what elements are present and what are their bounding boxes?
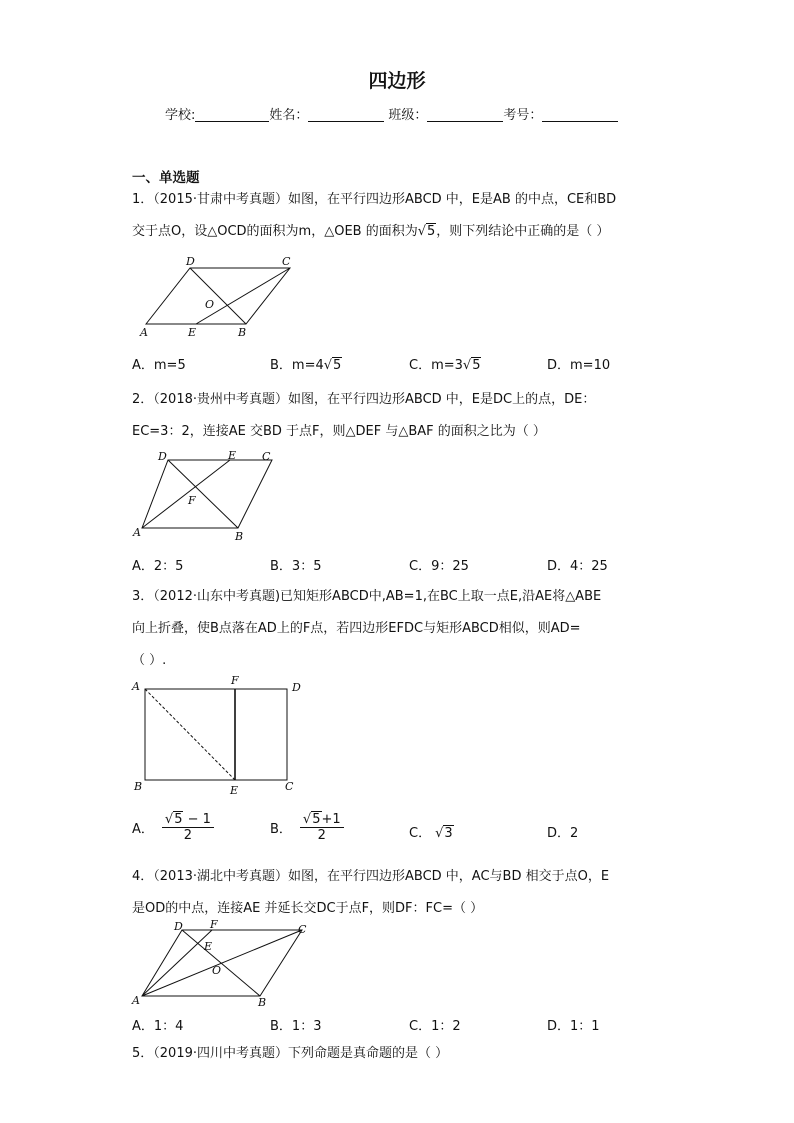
q3-label-d: D xyxy=(292,681,301,694)
figure-q2-parallelogram xyxy=(132,448,278,544)
q3-rectangle xyxy=(145,689,287,780)
q2-parallelogram xyxy=(142,460,272,528)
q4-label-b: B xyxy=(258,996,267,1009)
question-4-line2: 是OD的中点，连接AE 并延长交DC于点F，则DF：FC=（ ） xyxy=(132,901,484,916)
q2-option-c: C．9：25 xyxy=(409,559,469,574)
q3-label-f: F xyxy=(231,674,239,687)
school-blank xyxy=(195,108,269,122)
q2-label-d: D xyxy=(158,450,167,463)
q2-label-e: E xyxy=(228,449,237,462)
number-blank xyxy=(542,108,618,122)
q1-label-d: D xyxy=(186,256,195,268)
student-info-row xyxy=(165,104,635,123)
q3-fold-line-ae xyxy=(145,689,235,780)
q2-label-a: A xyxy=(133,526,141,539)
q1-label-c: C xyxy=(282,256,291,268)
q4-label-e: E xyxy=(204,940,213,953)
q2-label-c: C xyxy=(262,450,271,463)
section-title: 一、单选题 xyxy=(132,170,200,186)
question-5-line1: 5．（2019·四川中考真题）下列命题是真命题的是（ ） xyxy=(132,1046,449,1061)
q3-label-b: B xyxy=(134,780,143,793)
q4-option-b: B．1：3 xyxy=(270,1019,322,1034)
question-1-line1: 1．（2015·甘肃中考真题）如图，在平行四边形ABCD 中，E是AB 的中点，CE和BD xyxy=(132,192,617,207)
q1-diagonal-db xyxy=(190,268,246,324)
q4-label-f: F xyxy=(210,918,218,931)
question-2 xyxy=(132,384,662,448)
figure-q3-rectangle xyxy=(128,674,310,798)
q1-option-a: A．m=5 xyxy=(132,358,186,373)
q3-label-e: E xyxy=(230,784,239,797)
q1-label-b: B xyxy=(238,326,247,339)
q4-diagonal-ac xyxy=(142,930,302,996)
number-label: 考号： xyxy=(503,108,543,123)
q4-option-d: D．1：1 xyxy=(547,1019,600,1034)
q4-diagonal-bd xyxy=(182,930,260,996)
q2-label-f: F xyxy=(188,494,196,507)
question-3-line3: （ ）. xyxy=(132,653,167,668)
name-label: 姓名： xyxy=(269,108,309,123)
q1-label-a: A xyxy=(140,326,148,339)
q4-label-c: C xyxy=(298,923,307,936)
class-blank xyxy=(427,108,503,122)
question-3-options xyxy=(132,812,652,852)
question-2-line1: 2．（2018·贵州中考真题）如图，在平行四边形ABCD 中，E是DC上的点，DE： xyxy=(132,392,596,407)
page-title: 四边形 xyxy=(368,70,426,92)
question-1-line2: 交于点O，设△OCD的面积为m，△OEB 的面积为√5，则下列结论中正确的是（ ） xyxy=(132,216,662,248)
q1-option-d: D．m=10 xyxy=(547,358,611,373)
question-3-line1: 3．（2012·山东中考真题)已知矩形ABCD中,AB=1,在BC上取一点E,沿AE将△ABE xyxy=(132,589,602,604)
q2-option-a: A．2：5 xyxy=(132,559,184,574)
figure-q1-parallelogram xyxy=(136,256,306,342)
question-5 xyxy=(132,1038,662,1070)
q3-option-b: B． $\frac{√5+1}{2}$ xyxy=(270,812,344,843)
q3-label-a: A xyxy=(132,680,140,693)
question-4 xyxy=(132,861,662,925)
q4-option-c: C．1：2 xyxy=(409,1019,461,1034)
class-label: 班级： xyxy=(388,108,428,123)
q3-label-c: C xyxy=(285,780,294,793)
school-label: 学校: xyxy=(165,108,196,123)
q2-option-d: D．4：25 xyxy=(547,559,608,574)
figure-q4-parallelogram xyxy=(130,918,316,1010)
q1-segment-ce xyxy=(196,268,290,324)
q3-option-a: A． $\frac{√5 - 1}{2}$ xyxy=(132,812,214,843)
q4-segment-af xyxy=(142,930,212,996)
q3-option-c: C． √3 xyxy=(409,826,453,841)
q2-diagonal-db xyxy=(168,460,238,528)
q1-option-c: C．m=3√5 xyxy=(409,358,481,373)
question-4-line1: 4．（2013·湖北中考真题）如图，在平行四边形ABCD 中，AC与BD 相交于点O，E xyxy=(132,869,610,884)
q4-label-a: A xyxy=(132,994,140,1007)
question-3-line2: 向上折叠，使B点落在AD上的F点，若四边形EFDC与矩形ABCD相似，则AD= xyxy=(132,621,581,636)
sqrt-expression: √5 xyxy=(417,224,436,239)
q1-label-o: O xyxy=(205,298,215,311)
q2-label-b: B xyxy=(235,530,244,543)
q3-option-d: D．2 xyxy=(547,826,579,841)
q4-label-d: D xyxy=(174,920,183,933)
question-2-line2: EC=3：2，连接AE 交BD 于点F，则△DEF 与△BAF 的面积之比为（ ） xyxy=(132,424,546,439)
question-3 xyxy=(132,581,662,677)
q1-option-b: B．m=4√5 xyxy=(270,358,342,373)
question-1 xyxy=(132,184,662,248)
q4-option-a: A．1：4 xyxy=(132,1019,184,1034)
q2-option-b: B．3：5 xyxy=(270,559,322,574)
q1-label-e: E xyxy=(188,326,197,339)
q4-label-o: O xyxy=(212,964,222,977)
name-blank xyxy=(308,108,384,122)
